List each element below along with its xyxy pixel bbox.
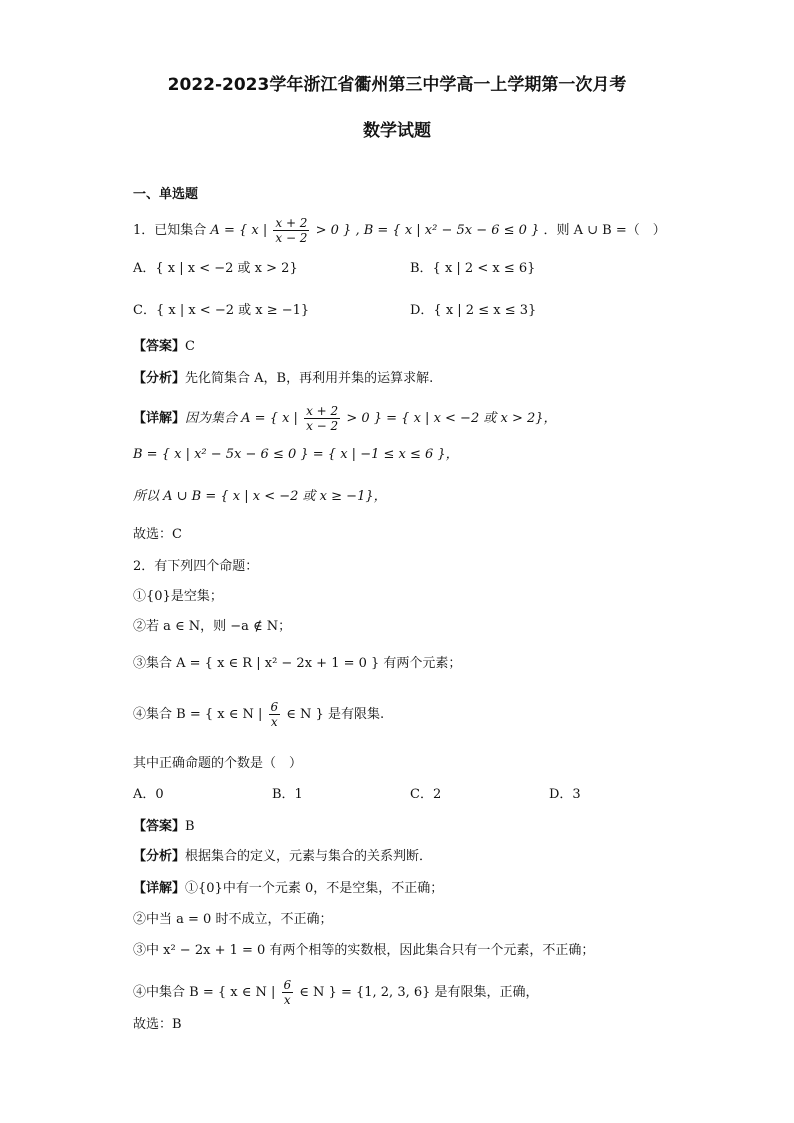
section-heading: 一、单选题 (133, 187, 199, 202)
q1-detail-1a: 因为集合 A = { x | (185, 411, 298, 426)
q2-proposition-2: ②若 a ∈ N，则 −a ∉ N； (133, 619, 292, 634)
q1-stem (133, 216, 666, 245)
q1-option-a: A．{ x | x < −2 或 x > 2} (133, 261, 298, 276)
q1-analysis-line (133, 370, 433, 388)
q2-detail-1: ①{0}中有一个元素 0，不是空集，不正确； (185, 881, 444, 896)
q1-option-c: C．{ x | x < −2 或 x ≥ −1} (133, 303, 310, 318)
q1-set-a-numerator: x + 2 (275, 216, 308, 230)
q2-answer-line (133, 818, 195, 836)
q1-set-a-fraction (273, 216, 309, 245)
q1-detail-line-4: 故选：C (133, 527, 182, 542)
q2-p4-fraction (269, 700, 281, 729)
q2-p4-pre: ④集合 B = { x ∈ N | (133, 707, 263, 722)
q1-answer: C (185, 339, 195, 354)
q2-option-b: B．1 (272, 787, 303, 802)
q2-option-c: C．2 (410, 787, 442, 802)
q2-detail-line-5: 故选：B (133, 1017, 182, 1032)
q2-option-a: A．0 (133, 787, 164, 802)
q1-detail-denominator: x − 2 (306, 419, 339, 433)
q2-answer-tag: 【答案】 (133, 819, 186, 834)
page-title-line-1: 2022-2023学年浙江省衢州第三中学高一上学期第一次月考 (167, 75, 627, 95)
q1-stem-suffix: ．则 A ∪ B =（ ） (543, 223, 666, 238)
q2-detail-line-4 (133, 978, 539, 1007)
q2-detail-line-3: ③中 x² − 2x + 1 = 0 有两个相等的实数根，因此集合只有一个元素，不正确； (133, 943, 595, 958)
q1-detail-line-2: B = { x | x² − 5x − 6 ≤ 0 } = { x | −1 ≤ x ≤ 6 }， (133, 447, 459, 462)
q2-detail-4-post: ∈ N } = {1, 2, 3, 6} 是有限集，正确， (299, 985, 539, 1000)
q2-proposition-3: ③集合 A = { x ∈ R | x² − 2x + 1 = 0 } 有两个元素； (133, 656, 462, 671)
q2-proposition-1: ①{0}是空集； (133, 589, 223, 604)
q2-question: 其中正确命题的个数是（ ） (133, 756, 303, 771)
q2-p4-numerator: 6 (270, 700, 279, 714)
q1-option-b: B．{ x | 2 < x ≤ 6} (410, 261, 536, 276)
q1-set-b: , B = { x | x² − 5x − 6 ≤ 0 } (355, 223, 540, 238)
q2-p4-denominator: x (270, 715, 278, 729)
q1-detail-fraction (304, 404, 340, 433)
q2-analysis: 根据集合的定义，元素与集合的关系判断． (185, 849, 433, 864)
q2-detail-fraction (282, 978, 294, 1007)
q2-detail-line-2: ②中当 a = 0 时不成立，不正确； (133, 912, 333, 927)
q1-detail-1b: > 0 } = { x | x < −2 或 x > 2}， (346, 411, 557, 426)
q1-detail-line-1 (133, 404, 557, 433)
q2-detail-numerator: 6 (283, 978, 292, 992)
q1-set-a-post: > 0 } (315, 223, 352, 238)
q1-analysis: 先化简集合 A，B，再利用并集的运算求解. (185, 371, 434, 386)
q2-proposition-4 (133, 700, 384, 729)
q1-detail-line-3: 所以 A ∪ B = { x | x < −2 或 x ≥ −1}， (133, 489, 387, 504)
q1-set-a-pre: A = { x | (210, 223, 268, 238)
q1-detail-tag: 【详解】 (133, 411, 186, 426)
q2-p4-post: ∈ N } 是有限集. (286, 707, 385, 722)
q2-detail-denominator: x (283, 993, 291, 1007)
q2-analysis-line (133, 848, 432, 866)
q2-option-d: D．3 (549, 787, 581, 802)
q1-answer-tag: 【答案】 (133, 339, 186, 354)
q1-option-d: D．{ x | 2 ≤ x ≤ 3} (410, 303, 537, 318)
q2-detail-line-1 (133, 880, 443, 898)
q2-detail-4-pre: ④中集合 B = { x ∈ N | (133, 985, 276, 1000)
page-title-line-2: 数学试题 (363, 121, 431, 141)
q1-set-a-denominator: x − 2 (275, 231, 308, 245)
q2-answer: B (185, 819, 195, 834)
q2-stem: 2．有下列四个命题： (133, 559, 259, 574)
q1-answer-line (133, 338, 195, 356)
q2-detail-tag: 【详解】 (133, 881, 186, 896)
q2-analysis-tag: 【分析】 (133, 849, 186, 864)
q1-stem-prefix: 1．已知集合 (133, 223, 207, 238)
q1-analysis-tag: 【分析】 (133, 371, 186, 386)
q1-detail-numerator: x + 2 (306, 404, 339, 418)
